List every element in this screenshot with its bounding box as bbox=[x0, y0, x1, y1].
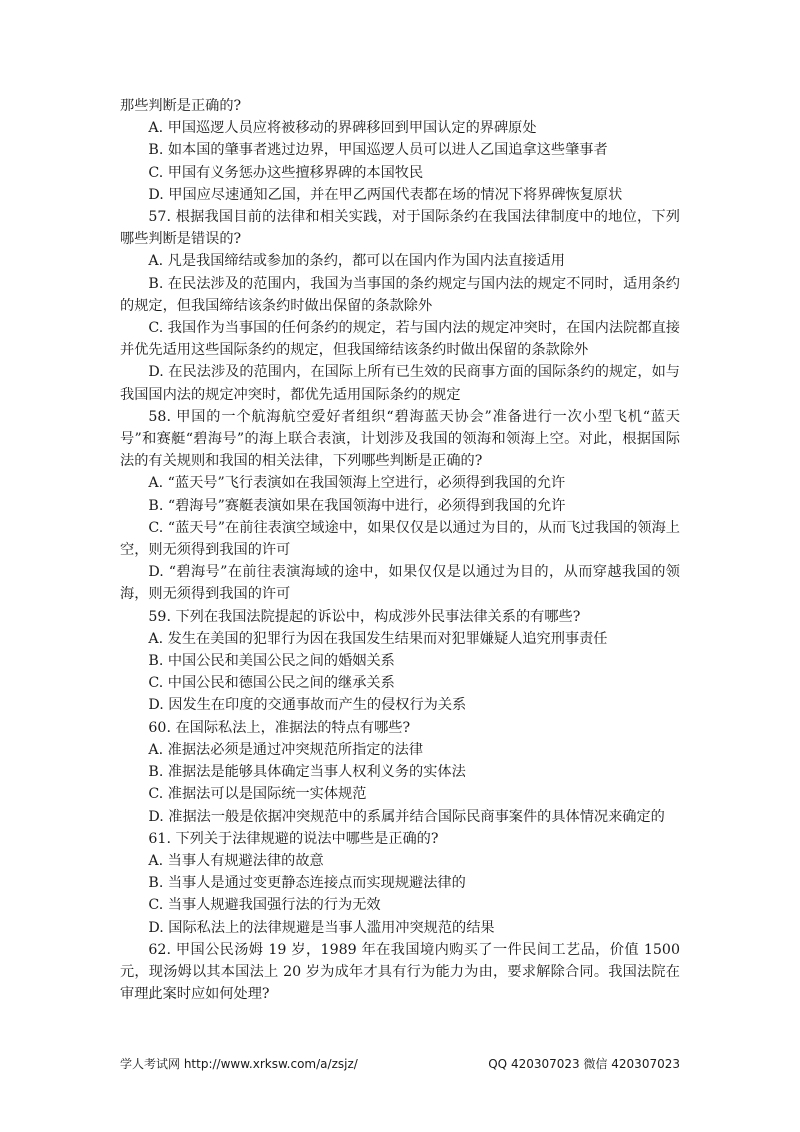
text-paragraph: C. 中国公民和德国公民之间的继承关系 bbox=[148, 675, 395, 692]
text-paragraph: B. 准据法是能够具体确定当事人权利义务的实体法 bbox=[148, 764, 466, 781]
text-paragraph: A. 凡是我国缔结或参加的条约，都可以在国内作为国内法直接适用 bbox=[148, 253, 565, 270]
text-paragraph: A. 准据法必须是通过冲突规范所指定的法律 bbox=[148, 741, 424, 758]
text-paragraph: B. “碧海号”赛艇表演如果在我国领海中进行，必须得到我国的允许 bbox=[148, 497, 566, 514]
text-paragraph: D. 准据法一般是依据冲突规范中的系属并结合国际民商事案件的具体情况来确定的 bbox=[148, 808, 665, 825]
text-paragraph: B. 当事人是通过变更静态连接点而实现规避法律的 bbox=[148, 875, 466, 892]
text-paragraph: 那些判断是正确的? bbox=[120, 98, 242, 114]
text-paragraph: 62. 甲国公民汤姆 19 岁，1989 年在我国境内购买了一件民间工艺品，价值 1500 元，现汤姆以其本国法上 20 岁为成年才具有行为能力为由，要求解除合同。我国法院在审理此案时应如何处理? bbox=[120, 941, 680, 1003]
text-paragraph: D. “碧海号”在前往表演海域的途中，如果仅仅是以通过为目的，从而穿越我国的领海，则无须得到我国的许可 bbox=[120, 564, 680, 603]
text-paragraph: A. “蓝天号”飞行表演如在我国领海上空进行，必须得到我国的允许 bbox=[148, 475, 566, 492]
text-paragraph: 61. 下列关于法律规避的说法中哪些是正确的? bbox=[148, 830, 439, 847]
text-paragraph: A. 甲国巡逻人员应将被移动的界碑移回到甲国认定的界碑原处 bbox=[148, 120, 537, 137]
text-paragraph: A. 发生在美国的犯罪行为因在我国发生结果而对犯罪嫌疑人追究刑事责任 bbox=[148, 630, 608, 647]
text-paragraph: 60. 在国际私法上，准据法的特点有哪些? bbox=[148, 719, 411, 736]
footer-site-link[interactable]: 学人考试网 http://www.xrksw.com/a/zsjz/ bbox=[120, 1057, 358, 1071]
text-paragraph: D. 因发生在印度的交通事故而产生的侵权行为关系 bbox=[148, 697, 467, 714]
footer-contact: QQ 420307023 微信 420307023 bbox=[488, 1057, 680, 1071]
text-paragraph: B. 如本国的肇事者逃过边界，甲国巡逻人员可以进人乙国追拿这些肇事者 bbox=[148, 142, 608, 159]
text-paragraph: 57. 根据我国目前的法律和相关实践，对于国际条约在我国法律制度中的地位，下列哪些判断是错误的? bbox=[120, 209, 680, 248]
text-paragraph: C. 我国作为当事国的任何条约的规定，若与国内法的规定冲突时，在国内法院都直接并优先适用这些国际条约的规定，但我国缔结该条约时做出保留的条款除外 bbox=[120, 320, 680, 359]
text-paragraph: D. 在民法涉及的范围内，在国际上所有已生效的民商事方面的国际条约的规定，如与我国国内法的规定冲突时，都优先适用国际条约的规定 bbox=[120, 364, 680, 403]
text-paragraph: D. 甲国应尽速通知乙国，并在甲乙两国代表都在场的情况下将界碑恢复原状 bbox=[148, 186, 623, 203]
text-paragraph: 58. 甲国的一个航海航空爱好者组织“碧海蓝天协会”准备进行一次小型飞机“蓝天号”和赛艇“碧海号”的海上联合表演，计划涉及我国的领海和领海上空。对此，根据国际法的有关规则和我国的相关法律，下列哪些判断是正确的? bbox=[120, 408, 680, 470]
text-paragraph: B. 在民法涉及的范围内，我国为当事国的条约规定与国内法的规定不同时，适用条约的规定，但我国缔结该条约时做出保留的条款除外 bbox=[120, 275, 680, 314]
text-paragraph: C. 当事人规避我国强行法的行为无效 bbox=[148, 897, 381, 914]
text-paragraph: C. 甲国有义务惩办这些擅移界碑的本国牧民 bbox=[148, 164, 424, 181]
document-body bbox=[120, 95, 680, 1005]
text-paragraph: B. 中国公民和美国公民之间的婚姻关系 bbox=[148, 653, 395, 670]
text-paragraph: C. 准据法可以是国际统一实体规范 bbox=[148, 786, 367, 803]
text-paragraph: A. 当事人有规避法律的故意 bbox=[148, 852, 324, 869]
text-paragraph: 59. 下列在我国法院提起的诉讼中，构成涉外民事法律关系的有哪些? bbox=[148, 608, 581, 625]
text-paragraph: D. 国际私法上的法律规避是当事人滥用冲突规范的结果 bbox=[148, 919, 495, 936]
text-paragraph: C. “蓝天号”在前往表演空域途中，如果仅仅是以通过为目的，从而飞过我国的领海上空，则无须得到我国的许可 bbox=[120, 519, 680, 559]
